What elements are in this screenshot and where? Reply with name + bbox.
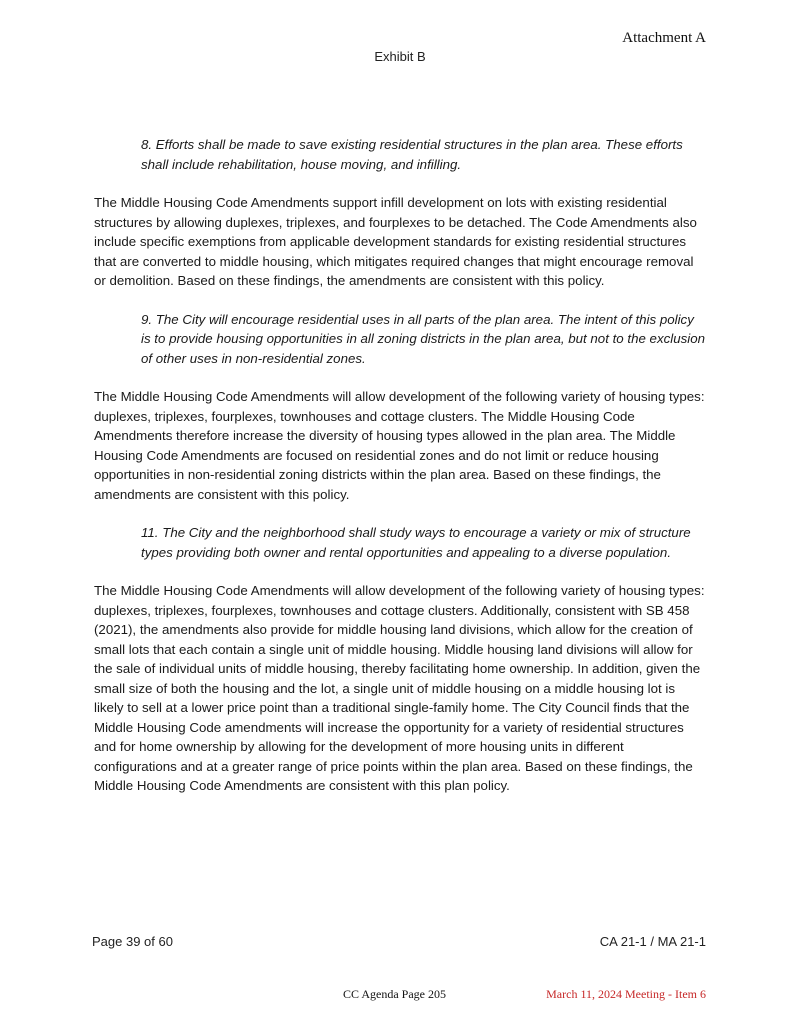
attachment-label: Attachment A	[622, 30, 706, 46]
meeting-label: March 11, 2024 Meeting - Item 6	[546, 987, 706, 1001]
policy-9: 9. The City will encourage residential uses in all parts of the plan area. The intent of this policy is to provide housing opportunities in all zoning districts in the plan area, but not to the exclusion of other uses in non-residential zones.	[141, 311, 705, 366]
finding-paragraph-3: The Middle Housing Code Amendments will allow development of the following variety of housing types: duplexes, triplexes, fourplexes, townhouses and cottage clusters. Additionally, consistent with SB 458 (2021), the amendments also provide for middle housing land divisions, which allow for the creation of small lots that each contain a single unit of middle housing. Middle housing land divisions will allow for the sale of individual units of middle housing, thereby facilitating home ownership. In addition, given the small size of both the housing and the lot, a single unit of middle housing on a middle housing lot is likely to sell at a lower price point than a traditional single-family home. The City Council finds that the Middle Housing Code amendments will increase the opportunity for a variety of residential structures and for home ownership by allowing for the development of more housing units in different configurations and at a greater range of price points within the plan area. Based on these findings, the Middle Housing Code Amendments are consistent with this plan policy.	[94, 583, 705, 793]
policy-8: 8. Efforts shall be made to save existing residential structures in the plan area. These efforts shall include rehabilitation, house moving, and infilling.	[141, 137, 683, 172]
case-number: CA 21-1 / MA 21-1	[599, 934, 706, 949]
finding-paragraph-2: The Middle Housing Code Amendments will allow development of the following variety of housing types: duplexes, triplexes, fourplexes, townhouses and cottage clusters. The Middle Housing Code Amendments therefore increase the diversity of housing types allowed in the plan area. The Middle Housing Code Amendments are focused on residential zones and do not limit or reduce housing opportunities in non-residential zoning districts within the plan area. Based on these findings, the amendments are consistent with this policy.	[94, 389, 705, 502]
exhibit-label: Exhibit B	[374, 49, 426, 64]
document-body	[94, 135, 706, 815]
finding-paragraph-1: The Middle Housing Code Amendments support infill development on lots with existing residential structures by allowing duplexes, triplexes, and fourplexes to be detached. The Code Amendments also include specific exemptions from applicable development standards for existing residential structures that are converted to middle housing, which mitigates required changes that might encourage removal or demolition. Based on these findings, the amendments are consistent with this policy.	[94, 195, 697, 288]
policy-11: 11. The City and the neighborhood shall study ways to encourage a variety or mix of structure types providing both owner and rental opportunities and appealing to a diverse population.	[141, 525, 691, 560]
page-number: Page 39 of 60	[92, 934, 173, 949]
agenda-page: CC Agenda Page 205	[343, 987, 446, 1001]
